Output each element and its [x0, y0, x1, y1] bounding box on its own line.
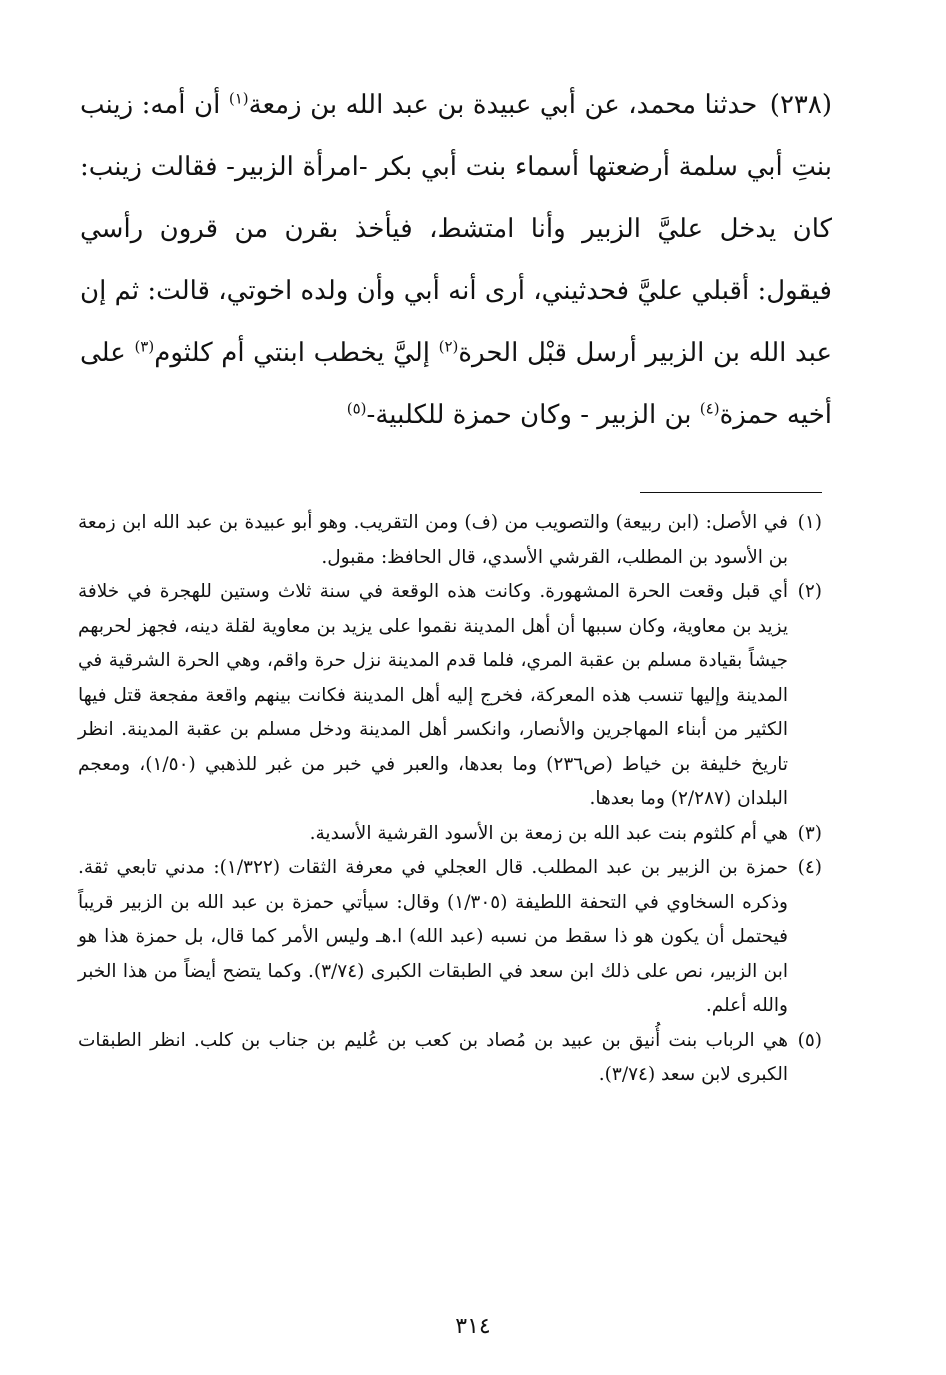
- footnote-2: [78, 575, 822, 817]
- footnote-mark-3[interactable]: (٣): [134, 337, 155, 356]
- footnote-number: (٥): [797, 1029, 822, 1051]
- footnote-4: [78, 851, 822, 1024]
- hadith-text-part-4: على أخيه حمزة: [80, 338, 832, 430]
- hadith-text-part-3: إليَّ يخطب ابنتي أم كلثوم: [154, 338, 430, 368]
- footnote-mark-4[interactable]: (٤): [699, 399, 720, 418]
- footnote-mark-2[interactable]: (٢): [438, 337, 459, 356]
- hadith-number: (٢٣٨): [769, 90, 833, 120]
- footnotes-section: [78, 506, 822, 1093]
- hadith-text-part-2: أن أمه: زينب بنتِ أبي سلمة أرضعتها أسماء بنت أبي بكر -امرأة الزبير- فقالت زينب: كان يدخل عليَّ الزبير وأنا امتشط، فيأخذ بقرن من قرون رأسي فيقول: أقبلي عليَّ فحدثيني، أرى أنه أبي وأن ولده اخوتي، قالت: ثم إن عبد الله بن الزبير أرسل قبْل الحرة: [80, 90, 832, 368]
- footnote-text: هي الرباب بنت أُنيق بن عبيد بن مُصاد بن كعب بن عُليم بن جناب بن كلب. انظر الطبقات الكبرى لابن سعد (٣/٧٤).: [78, 1029, 788, 1085]
- footnote-text: هي أم كلثوم بنت عبد الله بن زمعة بن الأسود القرشية الأسدية.: [309, 822, 788, 844]
- footnote-number: (١): [797, 512, 822, 533]
- footnote-divider: [640, 492, 822, 493]
- footnote-number: (٢): [797, 581, 822, 602]
- hadith-text-part-1: حدثنا محمد، عن أبي عبيدة بن عبد الله بن زمعة: [248, 90, 758, 120]
- footnote-mark-1[interactable]: (١): [228, 89, 249, 108]
- footnote-mark-5[interactable]: (٥): [346, 399, 367, 418]
- footnote-text: في الأصل: (ابن ربيعة) والتصويب من (ف) ومن التقريب. وهو أبو عبيدة بن عبد الله ابن زمعة بن الأسود بن المطلب، القرشي الأسدي، قال الحافظ: مقبول.: [78, 512, 788, 568]
- footnote-text: حمزة بن الزبير بن عبد المطلب. قال العجلي في معرفة الثقات (١/٣٢٢): مدني تابعي ثقة. وذكره السخاوي في التحفة اللطيفة (١/٣٠٥) وقال: سيأتي حمزة بن عبد الله بن الزبير قريباً فيحتمل أن يكون هو ذا سقط من نسبه (عبد الله) ا.هـ وليس الأمر كما قال، بل حمزة هذا هو ابن الزبير، نص على ذلك ابن سعد في الطبقات الكبرى (٣/٧٤). وكما يتضح أيضاً من هذا الخبر والله أعلم.: [78, 857, 789, 1016]
- hadith-paragraph: [80, 74, 832, 446]
- hadith-body: [80, 74, 832, 446]
- footnote-3: [78, 817, 822, 852]
- footnote-5: [78, 1024, 822, 1093]
- footnote-text: أي قبل وقعت الحرة المشهورة. وكانت هذه الوقعة في سنة ثلاث وستين للهجرة في خلافة يزيد بن معاوية، وكان سببها أن أهل المدينة نقموا على يزيد بن معاوية لقلة دينه، فجهز لحربهم جيشاً بقيادة مسلم بن عقبة المري، فلما قدم المدينة نزل حرة واقم، وهي الحرة الشرقية في المدينة وإليها تنسب هذه المعركة، فخرج إليه أهل المدينة فكانت بينهم واقعة مفجعة قتل فيها الكثير من أبناء المهاجرين والأنصار، وانكسر أهل المدينة ودخل مسلم بن عقبة المدينة. انظر تاريخ خليفة بن خياط (ص٢٣٦) وما بعدها، والعبر في خبر من غبر للذهبي (١/٥٠)، ومعجم البلدان (٢/٢٨٧) وما بعدها.: [78, 581, 788, 809]
- footnote-number: (٣): [797, 822, 822, 844]
- hadith-text-part-5: بن الزبير - وكان حمزة للكلبية-: [366, 400, 692, 430]
- footnote-number: (٤): [797, 857, 822, 878]
- footnote-1: [78, 506, 822, 575]
- page-number: ٣١٤: [455, 1314, 491, 1339]
